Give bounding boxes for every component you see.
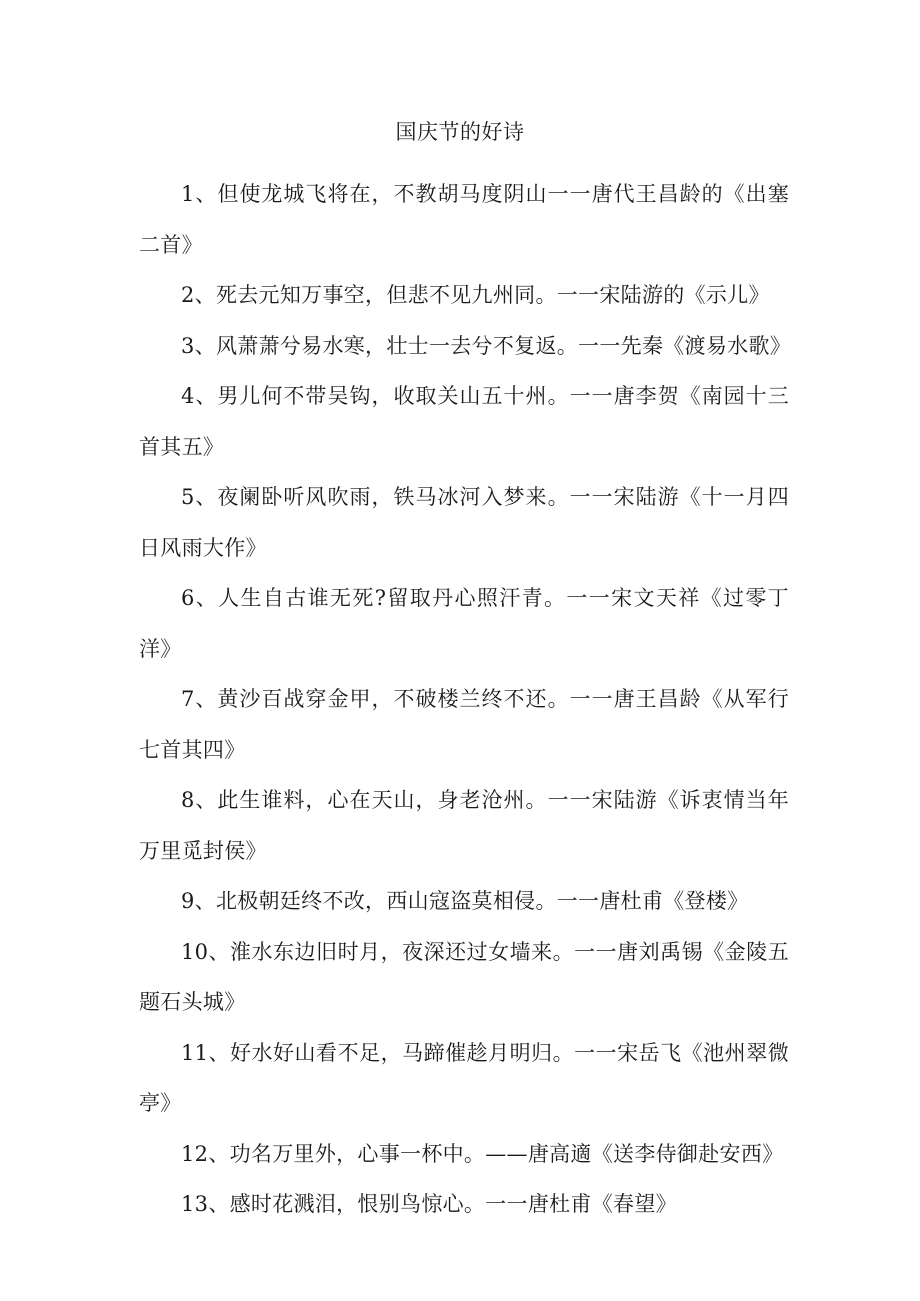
poem-item-3: 3、风萧萧兮易水寒，壮士一去兮不复返。一一先秦《渡易水歌》 [181,333,792,358]
poem-item-7: 7、黄沙百战穿金甲，不破楼兰终不还。一一唐王昌龄《从军行七首其四》 [139,687,789,762]
poem-item-12: 12、功名万里外，心事一杯中。——唐高適《送李侍御赴安西》 [181,1141,784,1166]
poem-item-1: 1、但使龙城飞将在，不教胡马度阴山一一唐代王昌龄的《出塞二首》 [139,182,789,257]
poem-item-2: 2、死去元知万事空，但悲不见九州同。一一宋陆游的《示儿》 [181,283,770,307]
poem-item-10: 10、淮水东边旧时月，夜深还过女墙来。一一唐刘禹锡《金陵五题石头城》 [139,939,789,1014]
poem-item-8: 8、此生谁料，心在天山，身老沧州。一一宋陆游《诉衷情当年万里觅封侯》 [139,788,789,863]
poem-item-11: 11、好水好山看不足，马蹄催趁月明归。一一宋岳飞《池州翠微亭》 [139,1040,789,1115]
page-title: 国庆节的好诗 [395,120,525,144]
poem-item-9: 9、北极朝廷终不改，西山寇盗莫相侵。一一唐杜甫《登楼》 [181,889,749,913]
poem-list [139,169,792,1230]
poem-item-5: 5、夜阑卧听风吹雨，铁马冰河入梦来。一一宋陆游《十一月四日风雨大作》 [139,485,789,560]
poem-item-6: 6、人生自古谁无死?留取丹心照汗青。一一宋文天祥《过零丁洋》 [139,586,789,661]
poem-item-4: 4、男儿何不带吴钩，收取关山五十州。一一唐李贺《南园十三首其五》 [139,384,789,459]
poem-item-13: 13、感时花溅泪，恨别鸟惊心。一一唐杜甫《春望》 [181,1192,677,1216]
